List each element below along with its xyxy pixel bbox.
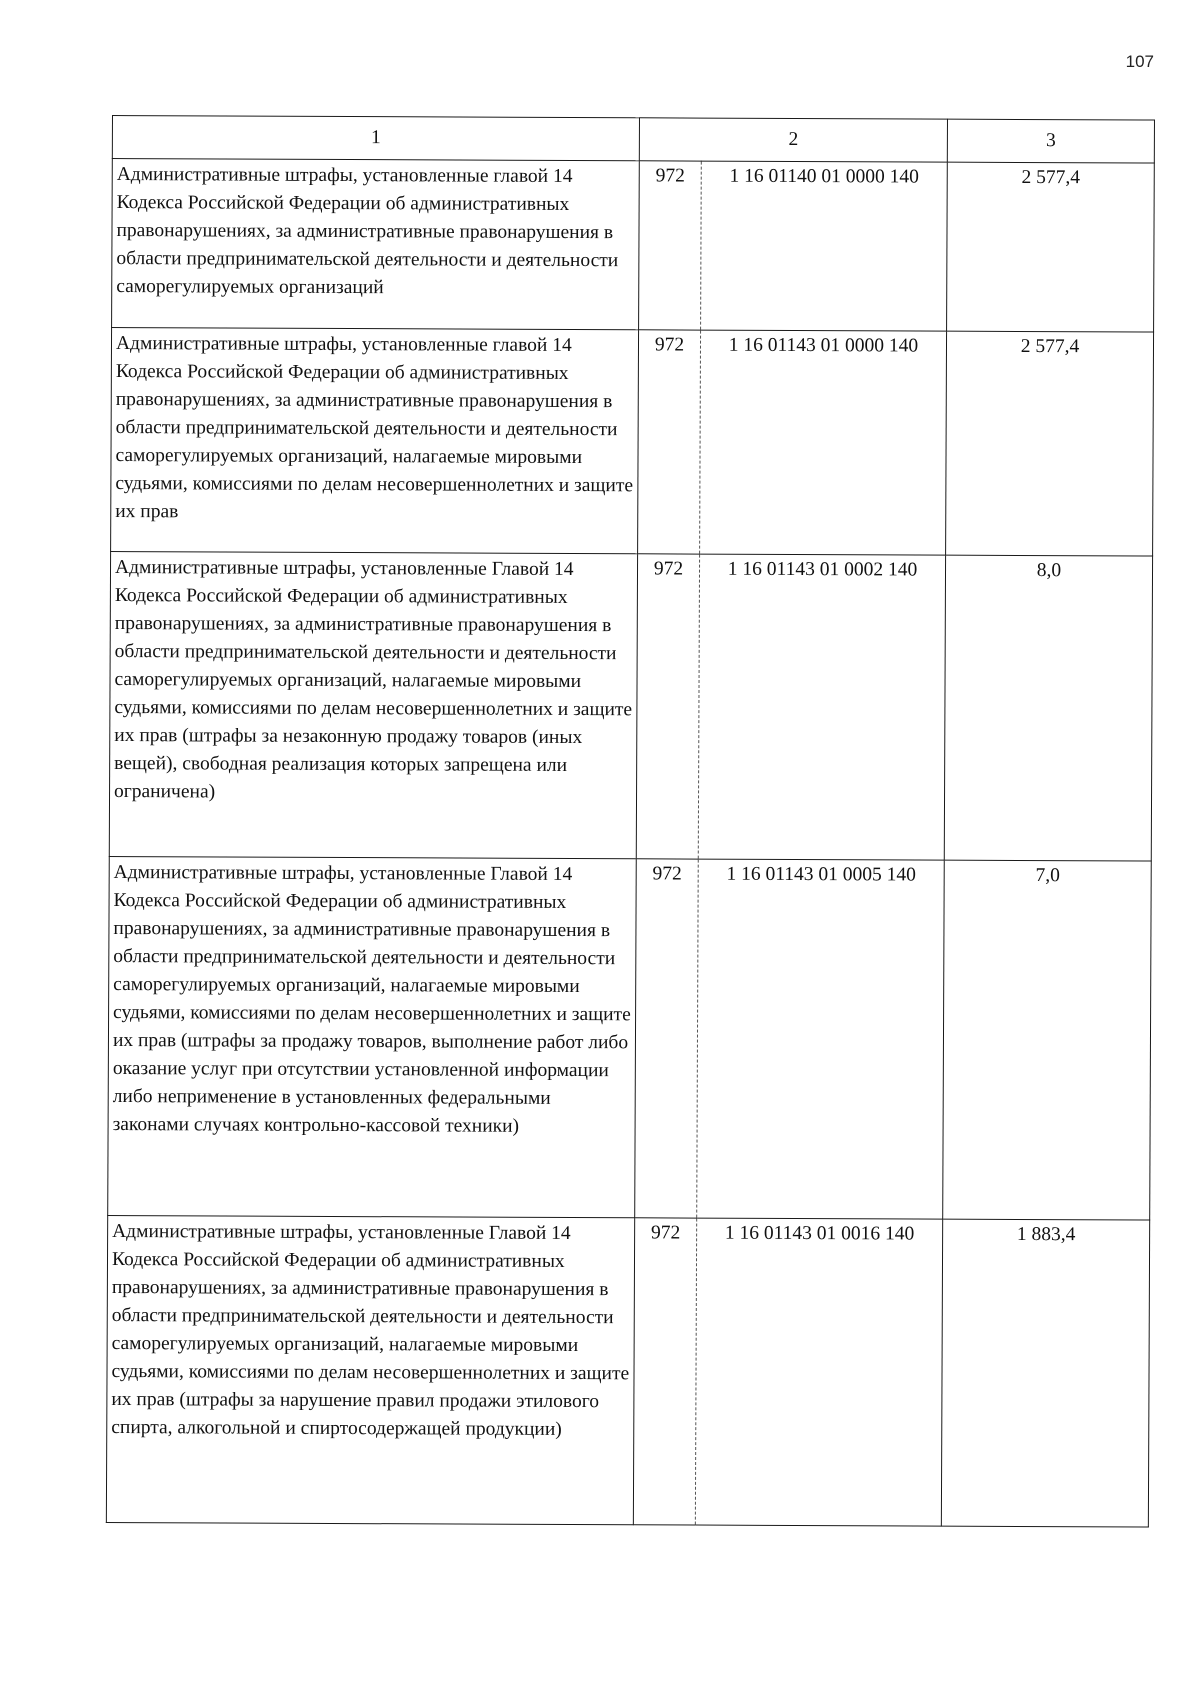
- table-row: [112, 159, 1155, 333]
- revenue-name-cell: Административные штрафы, установленные главой 14 Кодекса Российской Федерации об административных правонарушениях, за административные правонарушения в области предпринимательской деятельности и деятельности саморегулируемых организаций: [112, 159, 640, 330]
- amount-cell: 2 577,4: [946, 331, 1154, 556]
- budget-classification-code-cell: 1 16 01143 01 0016 140: [695, 1218, 942, 1526]
- column-header-1: 1: [112, 116, 639, 161]
- revenue-name-cell: Административные штрафы, установленные главой 14 Кодекса Российской Федерации об административных правонарушениях, за административные правонарушения в области предпринимательской деятельности и деятельности саморегулируемых организаций, налагаемые мировыми судьями, комиссиями по делам несовершеннолетних и защите их прав: [111, 328, 639, 554]
- amount-cell: 2 577,4: [947, 162, 1155, 332]
- admin-code-cell: 972: [639, 161, 702, 330]
- amount-cell: 7,0: [943, 860, 1152, 1220]
- revenue-name-cell: Административные штрафы, установленные Главой 14 Кодекса Российской Федерации об административных правонарушениях, за административные правонарушения в области предпринимательской деятельности и деятельности саморегулируемых организаций, налагаемые мировыми судьями, комиссиями по делам несовершеннолетних и защите их прав (штрафы за нарушение правил продажи этилового спирта, алкогольной и спиртосодержащей продукции): [106, 1215, 634, 1524]
- column-header-2: 2: [639, 118, 947, 162]
- table-row: [108, 856, 1152, 1220]
- amount-cell: 8,0: [944, 555, 1152, 861]
- page-number: 107: [1125, 52, 1154, 71]
- budget-revenue-table: [106, 115, 1155, 1528]
- amount-cell: 1 883,4: [941, 1219, 1149, 1527]
- table-row: [109, 551, 1152, 861]
- column-header-3: 3: [947, 119, 1154, 163]
- admin-code-cell: 972: [638, 330, 701, 554]
- revenue-name-cell: Административные штрафы, установленные Главой 14 Кодекса Российской Федерации об административных правонарушениях, за административные правонарушения в области предпринимательской деятельности и деятельности саморегулируемых организаций, налагаемые мировыми судьями, комиссиями по делам несовершеннолетних и защите их прав (штрафы за незаконную продажу товаров (иных вещей), свободная реализация которых запрещена или ограничена): [109, 551, 637, 858]
- admin-code-cell: 972: [636, 554, 699, 859]
- admin-code-cell: 972: [633, 1218, 696, 1525]
- admin-code-cell: 972: [635, 859, 699, 1218]
- budget-classification-code-cell: 1 16 01143 01 0002 140: [698, 554, 945, 860]
- budget-classification-code-cell: 1 16 01143 01 0000 140: [700, 330, 947, 555]
- table-row: [106, 1215, 1149, 1527]
- budget-classification-code-cell: 1 16 01143 01 0005 140: [697, 859, 945, 1219]
- revenue-name-cell: Административные штрафы, установленные Главой 14 Кодекса Российской Федерации об административных правонарушениях, за административные правонарушения в области предпринимательской деятельности и деятельности саморегулируемых организаций, налагаемые мировыми судьями, комиссиями по делам несовершеннолетних и защите их прав (штрафы за продажу товаров, выполнение работ либо оказание услуг при отсутствии установленной информации либо неприменение в установленных федеральными законами случаях контрольно-кассовой техники): [108, 856, 637, 1217]
- table-header-row: [112, 116, 1154, 164]
- table-row: [111, 328, 1154, 557]
- budget-classification-code-cell: 1 16 01140 01 0000 140: [701, 161, 948, 331]
